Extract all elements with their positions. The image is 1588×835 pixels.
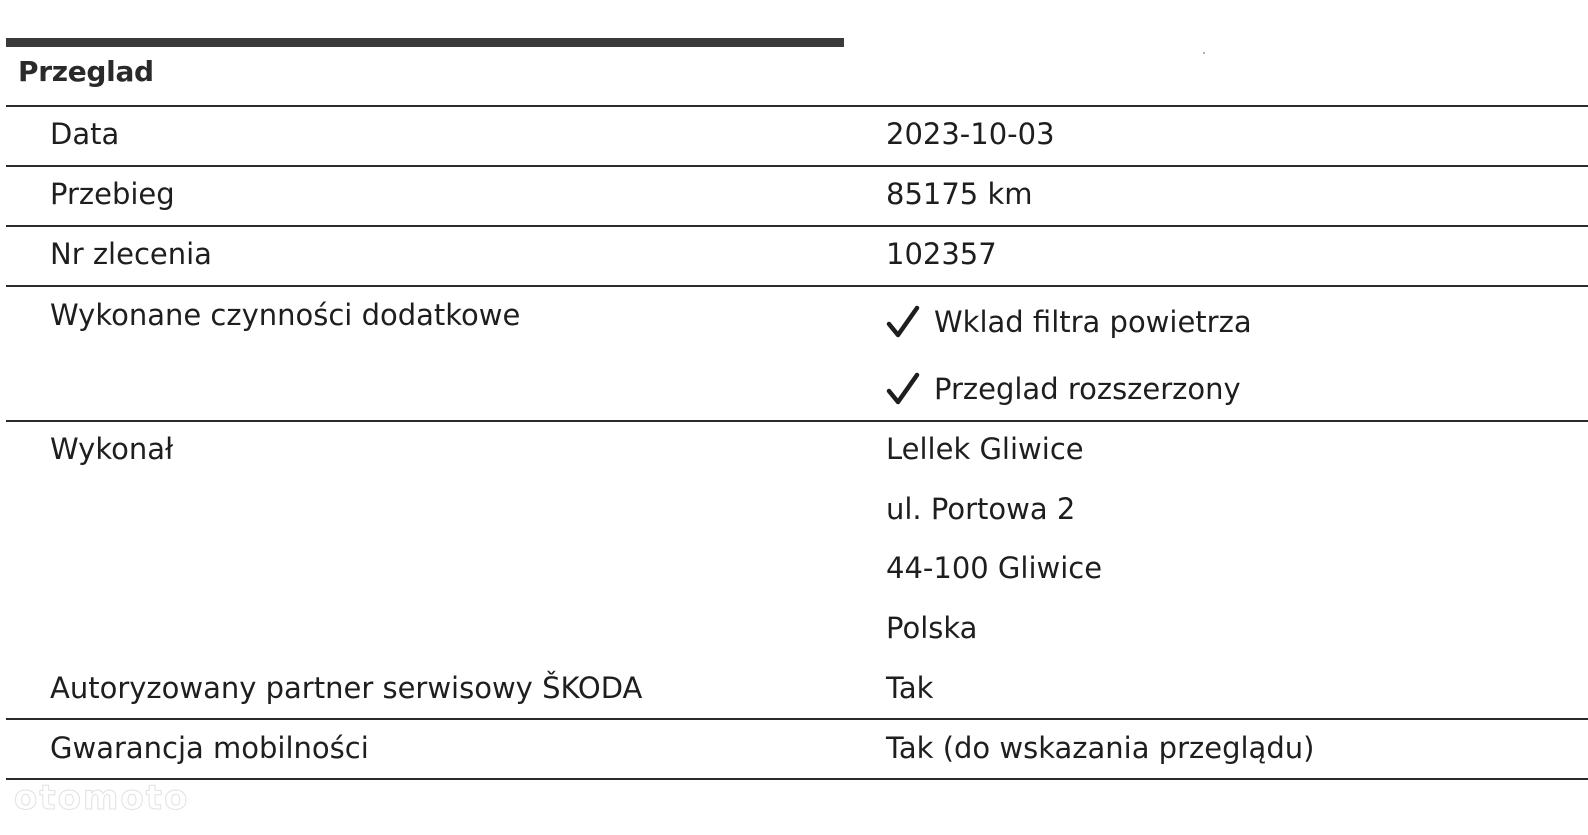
watermark: otomoto: [14, 778, 190, 818]
table-divider: [6, 105, 1588, 107]
row-value-przebieg: 85175 km: [886, 177, 1033, 211]
row-label-autoryzowany: Autoryzowany partner serwisowy ŠKODA: [50, 671, 643, 705]
address-line: ul. Portowa 2: [886, 492, 1076, 526]
row-value-data: 2023-10-03: [886, 117, 1055, 151]
check-item-label: Przeglad rozszerzony: [934, 372, 1241, 406]
check-list-item: [886, 302, 1252, 342]
scan-speck: [1203, 52, 1205, 54]
row-label-gwarancja: Gwarancja mobilności: [50, 731, 369, 765]
table-divider: [6, 225, 1588, 227]
header-bar: [6, 38, 844, 47]
section-title: Przeglad: [18, 55, 154, 88]
row-label-data: Data: [50, 117, 120, 151]
row-label-wykonal: Wykonał: [50, 432, 174, 466]
row-value-gwarancja: Tak (do wskazania przeglądu): [886, 731, 1315, 765]
address-line: Lellek Gliwice: [886, 432, 1084, 466]
checkmark-icon: [886, 304, 920, 340]
address-line: 44-100 Gliwice: [886, 551, 1103, 585]
address-line: Polska: [886, 611, 978, 645]
table-divider: [6, 285, 1588, 287]
row-label-przebieg: Przebieg: [50, 177, 175, 211]
row-value-autoryzowany: Tak: [886, 671, 934, 705]
row-value-nr-zlecenia: 102357: [886, 237, 997, 271]
checkmark-icon: [886, 371, 920, 407]
table-divider: [6, 420, 1588, 422]
table-divider: [6, 718, 1588, 720]
table-divider: [6, 778, 1588, 780]
check-list-item: [886, 369, 1241, 409]
table-divider: [6, 165, 1588, 167]
row-label-czynnosci: Wykonane czynności dodatkowe: [50, 298, 521, 332]
row-label-nr-zlecenia: Nr zlecenia: [50, 237, 212, 271]
check-item-label: Wklad filtra powietrza: [934, 305, 1252, 339]
